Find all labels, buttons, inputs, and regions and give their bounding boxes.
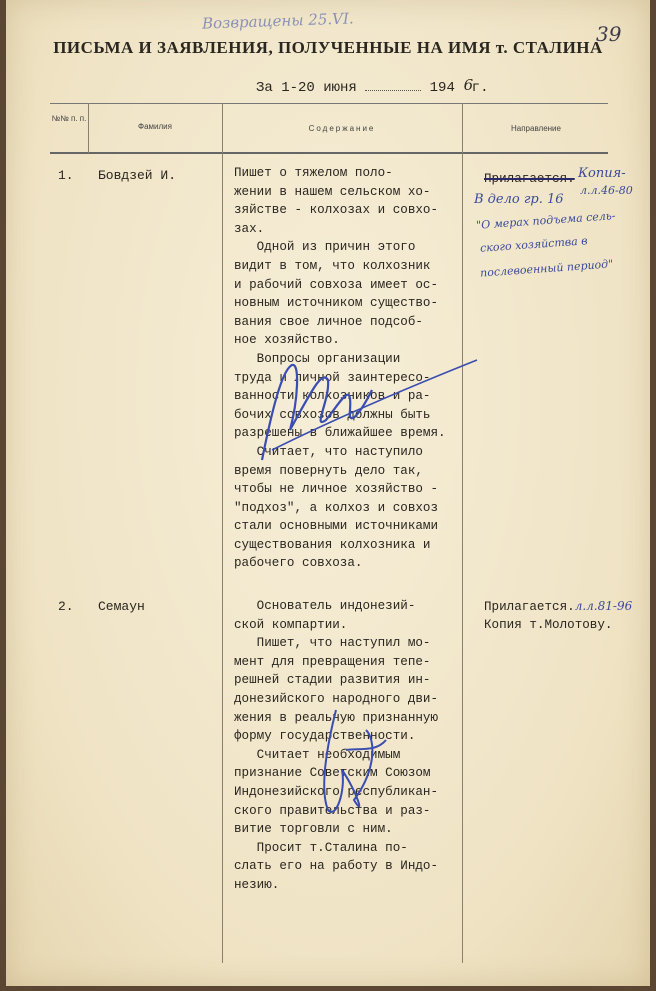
row-surname: Бовдзей И. — [98, 168, 177, 183]
table-top-rule — [50, 103, 608, 104]
period-line — [256, 76, 489, 96]
row-content: Основатель индонезий- ской компартии. Пишет, что наступил мо- мент для превращения тепе- решней стадии развития ин- донезийского народного дви- жения в реальную признанную форму государственности. Считает необходимым признание Советским Союзом Индонезийского республикан- ского правительства и раз- витие торговли с ним. Просит т.Сталина по- слать его на работу в Индо- незию. — [234, 599, 439, 892]
table-divider — [88, 103, 89, 153]
handwritten-subject-line: ского хозяйства в — [479, 234, 589, 255]
year-prefix: 194 — [429, 80, 455, 96]
handwritten-note-returned: Возвращены 25.VI. — [201, 9, 354, 33]
period-blank — [365, 90, 421, 91]
year-suffix: г. — [471, 80, 489, 96]
row-direction — [484, 170, 575, 188]
row-surname: Семаун — [98, 599, 145, 614]
direction-typed-struck: Прилагается. — [484, 172, 575, 186]
row-number: 1. — [58, 168, 74, 183]
document-title: ПИСЬМА И ЗАЯВЛЕНИЯ, ПОЛУЧЕННЫЕ НА ИМЯ т. СТАЛИНА — [53, 38, 603, 57]
document-page — [6, 0, 650, 986]
handwritten-subject-line: "О мерах подъема сель- — [475, 209, 616, 232]
header-content: Содержание — [308, 124, 376, 133]
direction-attached: Прилагается. — [484, 600, 575, 614]
header-name: Фамилия — [138, 122, 172, 131]
period-year — [429, 76, 489, 96]
handwritten-signature — [242, 350, 482, 480]
header-direction: Направление — [511, 124, 561, 133]
handwritten-pages: л.л.81-96 — [574, 599, 633, 613]
handwritten-pages: л.л.46-80 — [580, 184, 633, 197]
handwritten-file-note: В дело гр. 16 — [474, 192, 564, 207]
handwritten-signature — [306, 690, 406, 830]
table-divider — [222, 103, 223, 963]
table-header-rule — [50, 152, 608, 154]
row-direction — [484, 597, 632, 634]
direction-copy-molotov: Копия т.Молотову. — [484, 618, 613, 632]
period-prefix: За 1-20 июня — [256, 80, 357, 96]
page-number: 39 — [596, 22, 622, 46]
row-content: Пишет о тяжелом поло- жении в нашем сельском хо- зяйстве - колхозах и совхо- зах. Одной из причин этого видит в том, что колхозник и рабочий совхоза имеет ос- новным источником существо- вания свое личное подсоб- ное хозяйство. Вопросы организации труда и личной заинтересо- ванности колхозников и ра- бочих совхозов должны быть разрешены в ближайшее время. Считает, что наступило время повернуть дело так, чтобы не личное хозяйство - "подхоз", а колхоз и совхоз стали основными источниками существования колхозника и рабочего совхоза. — [234, 166, 446, 571]
handwritten-copy-note: Копия- — [578, 166, 626, 181]
handwritten-subject-line: послевоенный период" — [479, 257, 614, 280]
row-number: 2. — [58, 599, 74, 614]
year-handwritten-digit: 6 — [463, 76, 474, 94]
header-num: №№ п. п. — [51, 114, 87, 123]
